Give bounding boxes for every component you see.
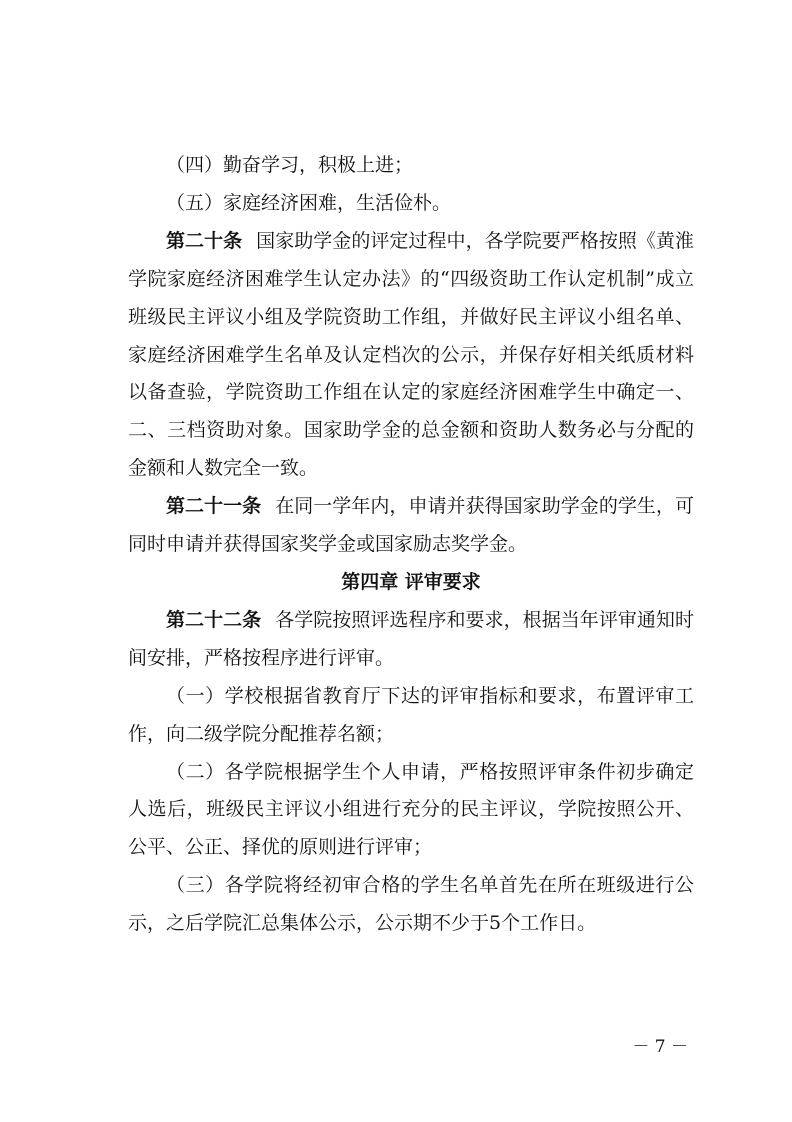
article-22-label: 第二十二条	[166, 608, 262, 631]
item-five: （五）家庭经济困难，生活俭朴。	[166, 191, 452, 214]
article-22	[128, 602, 694, 678]
article-20-text: 国家助学金的评定过程中，各学院要严格按照《黄淮学院家庭经济困难学生认定办法》的“四级资助工作认定机制”成立班级民主评议小组及学院资助工作组，并做好民主评议小组名单、家庭经济困难学生名单及认定档次的公示，并保存好相关纸质材料以备查验，学院资助工作组在认定的家庭经济困难学生中确定一、二、三档资助对象。国家助学金的总金额和资助人数务必与分配的金额和人数完全一致。	[128, 229, 694, 480]
article-21	[128, 488, 694, 564]
item-four: （四）勤奋学习，积极上进；	[166, 154, 414, 176]
article-20-label: 第二十条	[166, 229, 243, 252]
page-number: － 7 －	[632, 1037, 688, 1057]
article-21-label: 第二十一条	[166, 495, 262, 518]
sub-item-two: （二）各学院根据学生个人申请，严格按照评审条件初步确定人选后，班级民主评议小组进行充分的民主评议，学院按照公开、公平、公正、择优的原则进行评审；	[128, 760, 694, 859]
sub-item-one: （一）学校根据省教育厅下达的评审指标和要求，布置评审工作，向二级学院分配推荐名额；	[128, 684, 694, 745]
article-21-text: 在同一学年内，申请并获得国家助学金的学生，可同时申请并获得国家奖学金或国家励志奖学金。	[128, 495, 694, 556]
document-body	[128, 147, 694, 943]
article-20	[128, 223, 694, 488]
article-22-text: 各学院按照评选程序和要求，根据当年评审通知时间安排，严格按程序进行评审。	[128, 608, 694, 669]
sub-item-three: （三）各学院将经初审合格的学生名单首先在所在班级进行公示，之后学院汇总集体公示，公示期不少于5个工作日。	[128, 874, 694, 935]
chapter-heading: 第四章 评审要求	[341, 570, 481, 593]
